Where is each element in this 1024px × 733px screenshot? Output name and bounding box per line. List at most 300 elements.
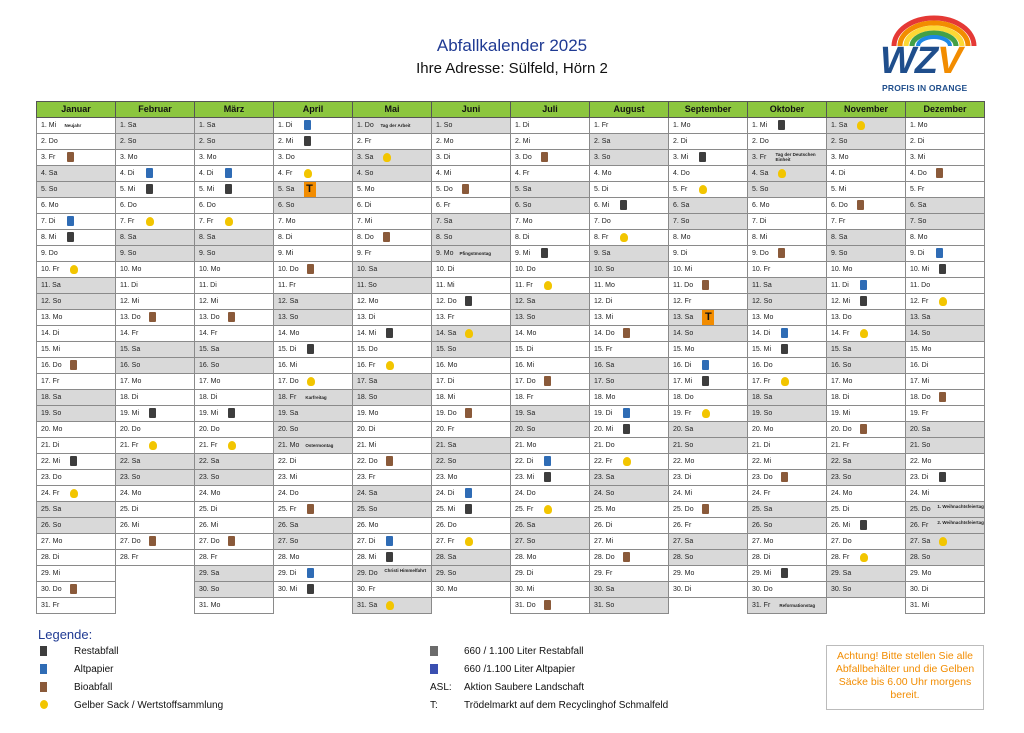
day-label: 19. Fr bbox=[910, 410, 929, 417]
day-cell bbox=[668, 342, 748, 358]
day-cell bbox=[194, 502, 274, 518]
day-label: 9. Fr bbox=[357, 250, 372, 257]
day-cell bbox=[36, 150, 116, 166]
bio-bin-icon bbox=[936, 168, 943, 178]
day-label: 19. Mi bbox=[120, 410, 140, 417]
day-label: 31. Do bbox=[515, 602, 536, 609]
day-cell bbox=[589, 310, 669, 326]
day-cell bbox=[826, 502, 906, 518]
day-cell bbox=[36, 118, 116, 134]
attention-note: Achtung! Bitte stellen Sie alle Abfallbehälter und die Gelben Säcke bis 6.00 Uhr morgens bereit. bbox=[826, 645, 984, 710]
yellow-sack-icon bbox=[939, 297, 947, 306]
day-label: 28. Mo bbox=[515, 554, 537, 561]
day-label: 17. So bbox=[594, 378, 615, 385]
day-label: 19. Mo bbox=[357, 410, 379, 417]
rest-bin-icon bbox=[307, 344, 314, 354]
day-label: 5. Mi bbox=[120, 186, 136, 193]
day-label: 5. Fr bbox=[673, 186, 688, 193]
day-cell bbox=[510, 166, 590, 182]
day-cell bbox=[589, 486, 669, 502]
day-cell bbox=[905, 486, 985, 502]
day-label: 10. Mo bbox=[831, 266, 853, 273]
day-cell bbox=[510, 342, 590, 358]
day-cell bbox=[510, 134, 590, 150]
bio-bin-icon bbox=[860, 424, 867, 434]
holiday-label: Ostermontag bbox=[305, 443, 334, 448]
day-cell bbox=[115, 486, 195, 502]
day-cell bbox=[747, 550, 827, 566]
day-cell bbox=[36, 454, 116, 470]
day-cell bbox=[352, 326, 432, 342]
day-cell bbox=[352, 390, 432, 406]
day-label: 29. So bbox=[436, 570, 457, 577]
day-label: 7. Mi bbox=[357, 218, 373, 225]
day-cell bbox=[826, 486, 906, 502]
day-cell bbox=[905, 454, 985, 470]
day-cell bbox=[36, 374, 116, 390]
day-cell bbox=[589, 406, 669, 422]
day-label: 4. Mo bbox=[594, 170, 612, 177]
day-label: 20. Mi bbox=[594, 426, 614, 433]
day-cell bbox=[589, 470, 669, 486]
day-label: 15. Fr bbox=[594, 346, 613, 353]
month-header: Juni bbox=[431, 101, 511, 118]
day-cell bbox=[194, 550, 274, 566]
day-cell bbox=[905, 246, 985, 262]
day-label: 15. Mo bbox=[910, 346, 932, 353]
day-cell bbox=[826, 582, 906, 598]
rest-bin-icon bbox=[67, 232, 74, 242]
day-cell bbox=[115, 358, 195, 374]
day-cell bbox=[194, 150, 274, 166]
month-column-april bbox=[273, 101, 352, 614]
day-label: 23. Di bbox=[673, 474, 692, 481]
day-label: 27. Do bbox=[199, 538, 220, 545]
day-label: 1. Sa bbox=[831, 122, 848, 129]
day-label: 1. Mi bbox=[752, 122, 768, 129]
holiday-label: Christi Himmelfahrt bbox=[384, 568, 427, 573]
day-label: 30. Mi bbox=[278, 586, 298, 593]
day-cell bbox=[115, 438, 195, 454]
day-cell bbox=[431, 518, 511, 534]
day-cell bbox=[510, 214, 590, 230]
day-cell bbox=[431, 342, 511, 358]
bio-bin-icon bbox=[67, 152, 74, 162]
day-label: 11. Sa bbox=[41, 282, 61, 289]
day-label: 7. So bbox=[910, 218, 927, 225]
day-cell bbox=[36, 438, 116, 454]
day-cell bbox=[115, 166, 195, 182]
day-cell bbox=[747, 198, 827, 214]
day-label: 9. Mi bbox=[278, 250, 294, 257]
day-label: 11. Do bbox=[673, 282, 694, 289]
bio-bin-icon bbox=[939, 392, 946, 402]
month-column-februar bbox=[115, 101, 194, 614]
day-label: 28. Fr bbox=[831, 554, 850, 561]
day-label: 29. Mo bbox=[673, 570, 695, 577]
day-label: 27. Mo bbox=[41, 538, 63, 545]
day-cell bbox=[905, 502, 985, 518]
day-cell bbox=[36, 566, 116, 582]
day-label: 25. Sa bbox=[41, 506, 62, 513]
legend-label-bioabfall: Bioabfall bbox=[74, 682, 113, 693]
day-cell bbox=[273, 182, 353, 198]
day-cell bbox=[589, 214, 669, 230]
day-label: 10. Do bbox=[515, 266, 536, 273]
day-cell bbox=[352, 150, 432, 166]
day-cell bbox=[36, 182, 116, 198]
day-label: 5. So bbox=[41, 186, 58, 193]
day-cell bbox=[905, 534, 985, 550]
day-cell bbox=[747, 518, 827, 534]
day-cell bbox=[668, 374, 748, 390]
day-label: 27. Sa bbox=[910, 538, 931, 545]
month-header: März bbox=[194, 101, 274, 118]
day-label: 19. So bbox=[41, 410, 62, 417]
day-cell bbox=[273, 118, 353, 134]
day-cell bbox=[273, 310, 353, 326]
day-cell bbox=[273, 406, 353, 422]
day-cell bbox=[115, 550, 195, 566]
paper-bin-icon bbox=[781, 328, 788, 338]
bio-bin-icon bbox=[544, 376, 551, 386]
day-cell bbox=[115, 246, 195, 262]
day-label: 12. Di bbox=[594, 298, 613, 305]
day-label: 4. Fr bbox=[278, 170, 293, 177]
holiday-label: Tag der Arbeit bbox=[380, 123, 411, 128]
day-cell bbox=[273, 150, 353, 166]
day-cell bbox=[431, 486, 511, 502]
day-cell bbox=[273, 518, 353, 534]
day-label: 19. Mi bbox=[199, 410, 219, 417]
day-cell bbox=[352, 582, 432, 598]
yellow-sack-icon bbox=[860, 553, 868, 562]
yellow-sack-icon bbox=[702, 409, 710, 418]
day-label: 12. Sa bbox=[515, 298, 536, 305]
day-cell bbox=[431, 358, 511, 374]
legend-label-gelber-sack: Gelber Sack / Wertstoffsammlung bbox=[74, 700, 224, 711]
day-label: 25. Di bbox=[831, 506, 850, 513]
day-cell bbox=[36, 166, 116, 182]
day-label: 2. Di bbox=[673, 138, 688, 145]
day-label: 9. Di bbox=[910, 250, 925, 257]
day-cell bbox=[826, 166, 906, 182]
day-label: 25. Do bbox=[910, 506, 931, 513]
day-label: 28. Mo bbox=[278, 554, 300, 561]
day-label: 16. Di bbox=[673, 362, 692, 369]
day-label: 25. Di bbox=[120, 506, 139, 513]
day-cell bbox=[431, 134, 511, 150]
yellow-sack-icon bbox=[623, 457, 631, 466]
day-cell bbox=[747, 582, 827, 598]
day-label: 11. Fr bbox=[515, 282, 533, 289]
day-label: 1. Do bbox=[357, 122, 374, 129]
day-label: 20. Di bbox=[357, 426, 376, 433]
day-cell bbox=[352, 246, 432, 262]
day-cell bbox=[510, 502, 590, 518]
day-cell bbox=[115, 310, 195, 326]
yellow-sack-icon bbox=[383, 153, 391, 162]
day-cell bbox=[115, 470, 195, 486]
day-label: 8. Do bbox=[357, 234, 374, 241]
day-cell bbox=[905, 134, 985, 150]
day-label: 3. Mo bbox=[120, 154, 138, 161]
day-cell bbox=[747, 246, 827, 262]
day-label: 13. Mo bbox=[41, 314, 63, 321]
paper-bin-icon bbox=[465, 488, 472, 498]
legend-label-660-altpapier: 660 /1.100 Liter Altpapier bbox=[464, 664, 576, 675]
day-label: 4. Fr bbox=[515, 170, 530, 177]
day-cell bbox=[36, 390, 116, 406]
rest-bin-icon bbox=[620, 200, 627, 210]
day-cell bbox=[747, 502, 827, 518]
day-cell bbox=[510, 182, 590, 198]
day-label: 22. Mo bbox=[910, 458, 932, 465]
day-cell bbox=[36, 310, 116, 326]
day-label: 30. Sa bbox=[594, 586, 615, 593]
day-label: 27. Do bbox=[831, 538, 852, 545]
yellow-sack-icon bbox=[544, 281, 552, 290]
day-cell bbox=[36, 582, 116, 598]
day-cell bbox=[510, 262, 590, 278]
legend-title: Legende: bbox=[38, 627, 93, 642]
day-label: 23. Sa bbox=[594, 474, 615, 481]
day-cell bbox=[905, 550, 985, 566]
day-cell bbox=[194, 534, 274, 550]
rest-bin-icon bbox=[149, 408, 156, 418]
yellow-sack-icon bbox=[70, 489, 78, 498]
day-cell bbox=[826, 246, 906, 262]
day-cell bbox=[431, 390, 511, 406]
day-cell bbox=[747, 134, 827, 150]
day-cell bbox=[431, 198, 511, 214]
day-cell bbox=[589, 294, 669, 310]
rest-bin-icon bbox=[541, 248, 548, 258]
day-cell bbox=[905, 374, 985, 390]
day-label: 14. Fr bbox=[831, 330, 850, 337]
day-label: 17. Mo bbox=[120, 378, 142, 385]
day-cell bbox=[668, 550, 748, 566]
day-label: 21. Sa bbox=[436, 442, 457, 449]
day-label: 24. Do bbox=[278, 490, 299, 497]
day-cell bbox=[273, 486, 353, 502]
day-cell bbox=[36, 198, 116, 214]
day-label: 30. Mi bbox=[515, 586, 535, 593]
holiday-label: Karfreitag bbox=[305, 395, 327, 400]
day-cell bbox=[194, 582, 274, 598]
day-cell bbox=[352, 598, 432, 614]
day-label: 18. Sa bbox=[752, 394, 773, 401]
day-label: 3. Sa bbox=[357, 154, 374, 161]
holiday-label: Neujahr bbox=[64, 123, 82, 128]
day-label: 17. Do bbox=[515, 378, 536, 385]
day-cell bbox=[747, 358, 827, 374]
day-cell bbox=[668, 534, 748, 550]
day-cell bbox=[510, 470, 590, 486]
day-label: 15. Sa bbox=[199, 346, 220, 353]
day-label: 22. Fr bbox=[594, 458, 613, 465]
day-cell bbox=[668, 518, 748, 534]
day-label: 24. Do bbox=[515, 490, 536, 497]
day-cell bbox=[431, 422, 511, 438]
day-label: 5. Fr bbox=[910, 186, 925, 193]
rest-bin-icon bbox=[781, 344, 788, 354]
day-cell bbox=[431, 566, 511, 582]
bio-bin-icon bbox=[307, 504, 314, 514]
day-label: 14. Do bbox=[594, 330, 615, 337]
day-label: 8. Di bbox=[278, 234, 293, 241]
day-cell bbox=[826, 374, 906, 390]
day-label: 14. Mi bbox=[357, 330, 377, 337]
day-cell bbox=[668, 150, 748, 166]
day-cell bbox=[194, 310, 274, 326]
day-cell bbox=[510, 454, 590, 470]
day-cell bbox=[352, 166, 432, 182]
day-label: 13. Sa bbox=[910, 314, 931, 321]
day-cell bbox=[668, 582, 748, 598]
day-cell bbox=[273, 214, 353, 230]
yellow-sack-icon bbox=[781, 377, 789, 386]
day-label: 16. Do bbox=[41, 362, 62, 369]
day-label: 8. Di bbox=[515, 234, 530, 241]
day-label: 11. Do bbox=[910, 282, 931, 289]
day-cell bbox=[273, 134, 353, 150]
day-label: 28. Fr bbox=[199, 554, 218, 561]
yellow-sack-icon bbox=[307, 377, 315, 386]
day-cell bbox=[905, 390, 985, 406]
bio-bin-icon bbox=[149, 312, 156, 322]
day-cell bbox=[36, 326, 116, 342]
day-label: 22. Mi bbox=[752, 458, 772, 465]
day-cell bbox=[668, 262, 748, 278]
day-cell bbox=[431, 502, 511, 518]
day-label: 24. Mo bbox=[199, 490, 221, 497]
day-label: 5. Mo bbox=[357, 186, 375, 193]
legend-label-restabfall: Restabfall bbox=[74, 646, 119, 657]
rest-bin-icon bbox=[465, 504, 472, 514]
day-cell bbox=[115, 406, 195, 422]
rest-bin-icon bbox=[623, 424, 630, 434]
troedelmarkt-marker: T bbox=[702, 310, 714, 325]
day-cell bbox=[905, 406, 985, 422]
day-cell bbox=[352, 566, 432, 582]
paper-bin-icon bbox=[386, 536, 393, 546]
day-cell bbox=[36, 358, 116, 374]
day-cell bbox=[431, 230, 511, 246]
day-cell bbox=[826, 566, 906, 582]
day-label: 4. Do bbox=[673, 170, 690, 177]
rest-bin-icon bbox=[304, 136, 311, 146]
logo-letter-v: V bbox=[937, 40, 962, 82]
day-label: 26. Mi bbox=[199, 522, 219, 529]
day-label: 12. Mo bbox=[357, 298, 379, 305]
day-label: 15. Mi bbox=[752, 346, 772, 353]
day-label: 22. Di bbox=[278, 458, 297, 465]
day-label: 9. Di bbox=[673, 250, 688, 257]
day-label: 15. Sa bbox=[120, 346, 141, 353]
day-cell bbox=[273, 246, 353, 262]
day-label: 27. Di bbox=[357, 538, 376, 545]
day-label: 11. Sa bbox=[752, 282, 772, 289]
day-cell bbox=[194, 326, 274, 342]
day-label: 29. Mi bbox=[752, 570, 772, 577]
day-cell bbox=[194, 358, 274, 374]
day-label: 4. Di bbox=[831, 170, 846, 177]
day-cell bbox=[194, 566, 274, 582]
day-label: 17. Mo bbox=[831, 378, 853, 385]
day-label: 18. Sa bbox=[41, 394, 62, 401]
day-cell bbox=[510, 150, 590, 166]
day-label: 15. Do bbox=[357, 346, 378, 353]
bio-bin-icon bbox=[70, 584, 77, 594]
day-cell bbox=[826, 118, 906, 134]
day-label: 15. So bbox=[436, 346, 457, 353]
day-label: 12. Fr bbox=[910, 298, 929, 305]
day-label: 14. Mo bbox=[278, 330, 300, 337]
day-cell bbox=[115, 150, 195, 166]
day-label: 26. Do bbox=[436, 522, 457, 529]
day-cell bbox=[905, 294, 985, 310]
day-cell bbox=[36, 470, 116, 486]
yellow-sack-icon bbox=[857, 121, 865, 130]
day-cell bbox=[589, 374, 669, 390]
day-cell bbox=[273, 198, 353, 214]
day-label: 12. Sa bbox=[278, 298, 299, 305]
day-cell bbox=[747, 166, 827, 182]
day-cell bbox=[431, 438, 511, 454]
day-label: 11. Di bbox=[199, 282, 217, 289]
day-label: 26. So bbox=[41, 522, 62, 529]
day-label: 1. Mo bbox=[673, 122, 691, 129]
day-cell bbox=[826, 534, 906, 550]
day-label: 7. So bbox=[673, 218, 690, 225]
day-cell bbox=[668, 230, 748, 246]
day-label: 7. Di bbox=[41, 218, 56, 225]
day-cell bbox=[905, 566, 985, 582]
logo-letter-w: W bbox=[880, 40, 915, 82]
day-cell bbox=[510, 486, 590, 502]
day-label: 13. Mi bbox=[594, 314, 614, 321]
day-cell bbox=[431, 246, 511, 262]
day-label: 21. Fr bbox=[120, 442, 139, 449]
day-label: 29. Di bbox=[278, 570, 297, 577]
day-cell bbox=[826, 390, 906, 406]
day-cell bbox=[510, 438, 590, 454]
day-cell bbox=[747, 262, 827, 278]
day-cell bbox=[352, 422, 432, 438]
holiday-label: 1. Weihnachtsfeiertag bbox=[937, 504, 984, 509]
day-cell bbox=[352, 198, 432, 214]
day-label: 31. Fr bbox=[752, 602, 771, 609]
day-cell bbox=[352, 310, 432, 326]
day-label: 31. Fr bbox=[41, 602, 60, 609]
yellow-sack-icon bbox=[304, 169, 312, 178]
day-cell bbox=[352, 358, 432, 374]
day-cell bbox=[826, 198, 906, 214]
day-label: 2. Mi bbox=[278, 138, 294, 145]
day-label: 9. Sa bbox=[594, 250, 611, 257]
day-label: 24. Fr bbox=[41, 490, 60, 497]
day-label: 7. Mo bbox=[278, 218, 296, 225]
day-label: 7. Fr bbox=[199, 218, 214, 225]
day-label: 9. So bbox=[199, 250, 216, 257]
day-cell bbox=[352, 182, 432, 198]
day-label: 21. Mo bbox=[515, 442, 537, 449]
day-cell bbox=[273, 502, 353, 518]
day-cell bbox=[431, 214, 511, 230]
day-label: 26. Sa bbox=[515, 522, 536, 529]
day-label: 14. So bbox=[673, 330, 694, 337]
